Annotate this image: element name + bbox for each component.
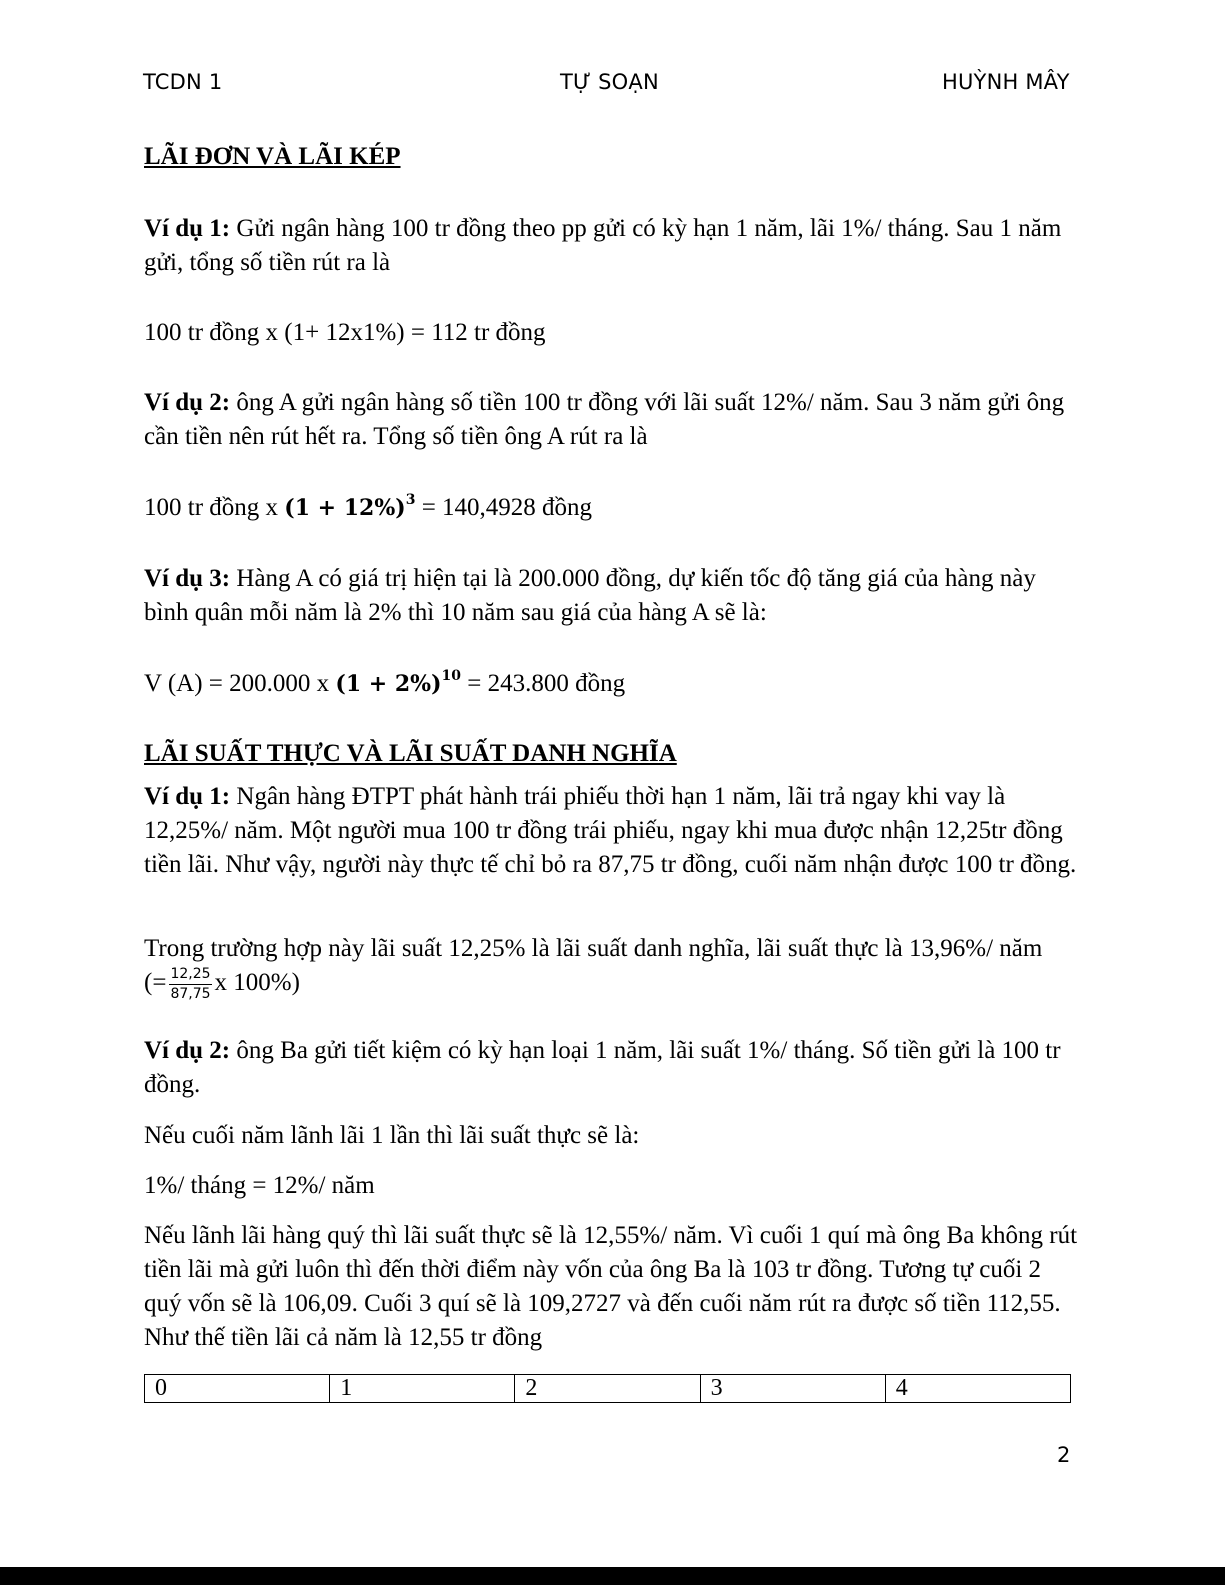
fraction-denominator: 87,75	[170, 986, 211, 1002]
example-3-math-exponent: 10	[441, 667, 461, 684]
rate-example-1-formula	[144, 966, 1084, 1003]
page-number: 2	[1057, 1443, 1071, 1467]
section-title-simple-compound-interest: LÃI ĐƠN VÀ LÃI KÉP	[144, 143, 401, 170]
rate-example-2-line-3: Nếu lãnh lãi hàng quý thì lãi suất thực sẽ là 12,55%/ năm. Vì cuối 1 quí mà ông Ba không rút tiền lãi mà gửi luôn thì đến thời điểm này vốn của ông Ba là 103 tr đồng. Tương tự cuối 2 quý vốn sẽ là 106,09. Cuối 3 quí sẽ là 109,2727 và đến cuối năm rút ra được số tiền 112,55. Như thế tiền lãi cả năm là 12,55 tr đồng	[144, 1222, 1078, 1351]
formula-close: x 100%)	[214, 969, 300, 997]
example-3-calc-suffix: = 243.800 đồng	[460, 670, 626, 697]
formula-open: (=	[144, 969, 167, 997]
timeline-cell: 2	[515, 1375, 700, 1403]
example-3-calculation	[144, 667, 1084, 701]
timeline-cell: 0	[145, 1375, 330, 1403]
rate-example-2-line-2: 1%/ tháng = 12%/ năm	[144, 1172, 375, 1199]
example-2-calculation	[144, 491, 1084, 525]
example-3-math-base: (1 + 2%)	[335, 671, 442, 697]
header-left: TCDN 1	[143, 70, 223, 94]
fraction-numerator: 12,25	[169, 966, 211, 985]
fraction	[169, 966, 211, 1003]
example-1-paragraph	[144, 212, 1084, 280]
example-1-text: Gửi ngân hàng 100 tr đồng theo pp gửi có kỳ hạn 1 năm, lãi 1%/ tháng. Sau 1 năm gửi, tổng số tiền rút ra là	[144, 215, 1062, 276]
header-right: HUỲNH MÂY	[942, 70, 1070, 94]
rate-example-1-label: Ví dụ 1:	[144, 783, 231, 810]
rate-example-2-line-1: Nếu cuối năm lãnh lãi 1 lần thì lãi suất thực sẽ là:	[144, 1122, 640, 1149]
example-2-math-exponent: 3	[405, 491, 416, 508]
example-3-text: Hàng A có giá trị hiện tại là 200.000 đồng, dự kiến tốc độ tăng giá của hàng này bình quân mỗi năm là 2% thì 10 năm sau giá của hàng A sẽ là:	[144, 565, 1036, 626]
example-1-calculation: 100 tr đồng x (1+ 12x1%) = 112 tr đồng	[144, 319, 546, 346]
bottom-edge-bar	[0, 1567, 1225, 1585]
example-3-calc-prefix: V (A) = 200.000 x	[144, 670, 336, 697]
section-title-real-nominal-rate: LÃI SUẤT THỰC VÀ LÃI SUẤT DANH NGHĨA	[144, 740, 677, 767]
example-2-calc-suffix: = 140,4928 đồng	[415, 494, 593, 521]
rate-example-2-paragraph	[144, 1034, 1084, 1102]
timeline-table	[144, 1374, 1071, 1403]
timeline-row	[145, 1375, 1071, 1403]
example-3-label: Ví dụ 3:	[144, 565, 231, 592]
header-center: TỰ SOẠN	[560, 70, 659, 94]
example-3-paragraph	[144, 562, 1084, 630]
example-2-paragraph	[144, 386, 1084, 454]
rate-example-2-text: ông Ba gửi tiết kiệm có kỳ hạn loại 1 năm, lãi suất 1%/ tháng. Số tiền gửi là 100 tr đồng.	[144, 1037, 1061, 1098]
rate-example-1-note: Trong trường hợp này lãi suất 12,25% là lãi suất danh nghĩa, lãi suất thực là 13,96%/ năm	[144, 935, 1043, 962]
example-1-label: Ví dụ 1:	[144, 215, 231, 242]
rate-example-1-text: Ngân hàng ĐTPT phát hành trái phiếu thời hạn 1 năm, lãi trả ngay khi vay là 12,25%/ năm. Một người mua 100 tr đồng trái phiếu, ngay khi mua được nhận 12,25tr đồng tiền lãi. Như vậy, người này thực tế chỉ bỏ ra 87,75 tr đồng, cuối năm nhận được 100 tr đồng.	[144, 783, 1077, 878]
example-2-calc-prefix: 100 tr đồng x	[144, 494, 285, 521]
rate-example-2-label: Ví dụ 2:	[144, 1037, 231, 1064]
rate-example-1-paragraph	[144, 780, 1084, 882]
example-2-text: ông A gửi ngân hàng số tiền 100 tr đồng với lãi suất 12%/ năm. Sau 3 năm gửi ông cần tiền nên rút hết ra. Tổng số tiền ông A rút ra là	[144, 389, 1065, 450]
timeline-cell: 4	[885, 1375, 1070, 1403]
example-2-math-base: (1 + 12%)	[284, 495, 406, 521]
timeline-cell: 3	[700, 1375, 885, 1403]
timeline-cell: 1	[330, 1375, 515, 1403]
example-2-label: Ví dụ 2:	[144, 389, 231, 416]
